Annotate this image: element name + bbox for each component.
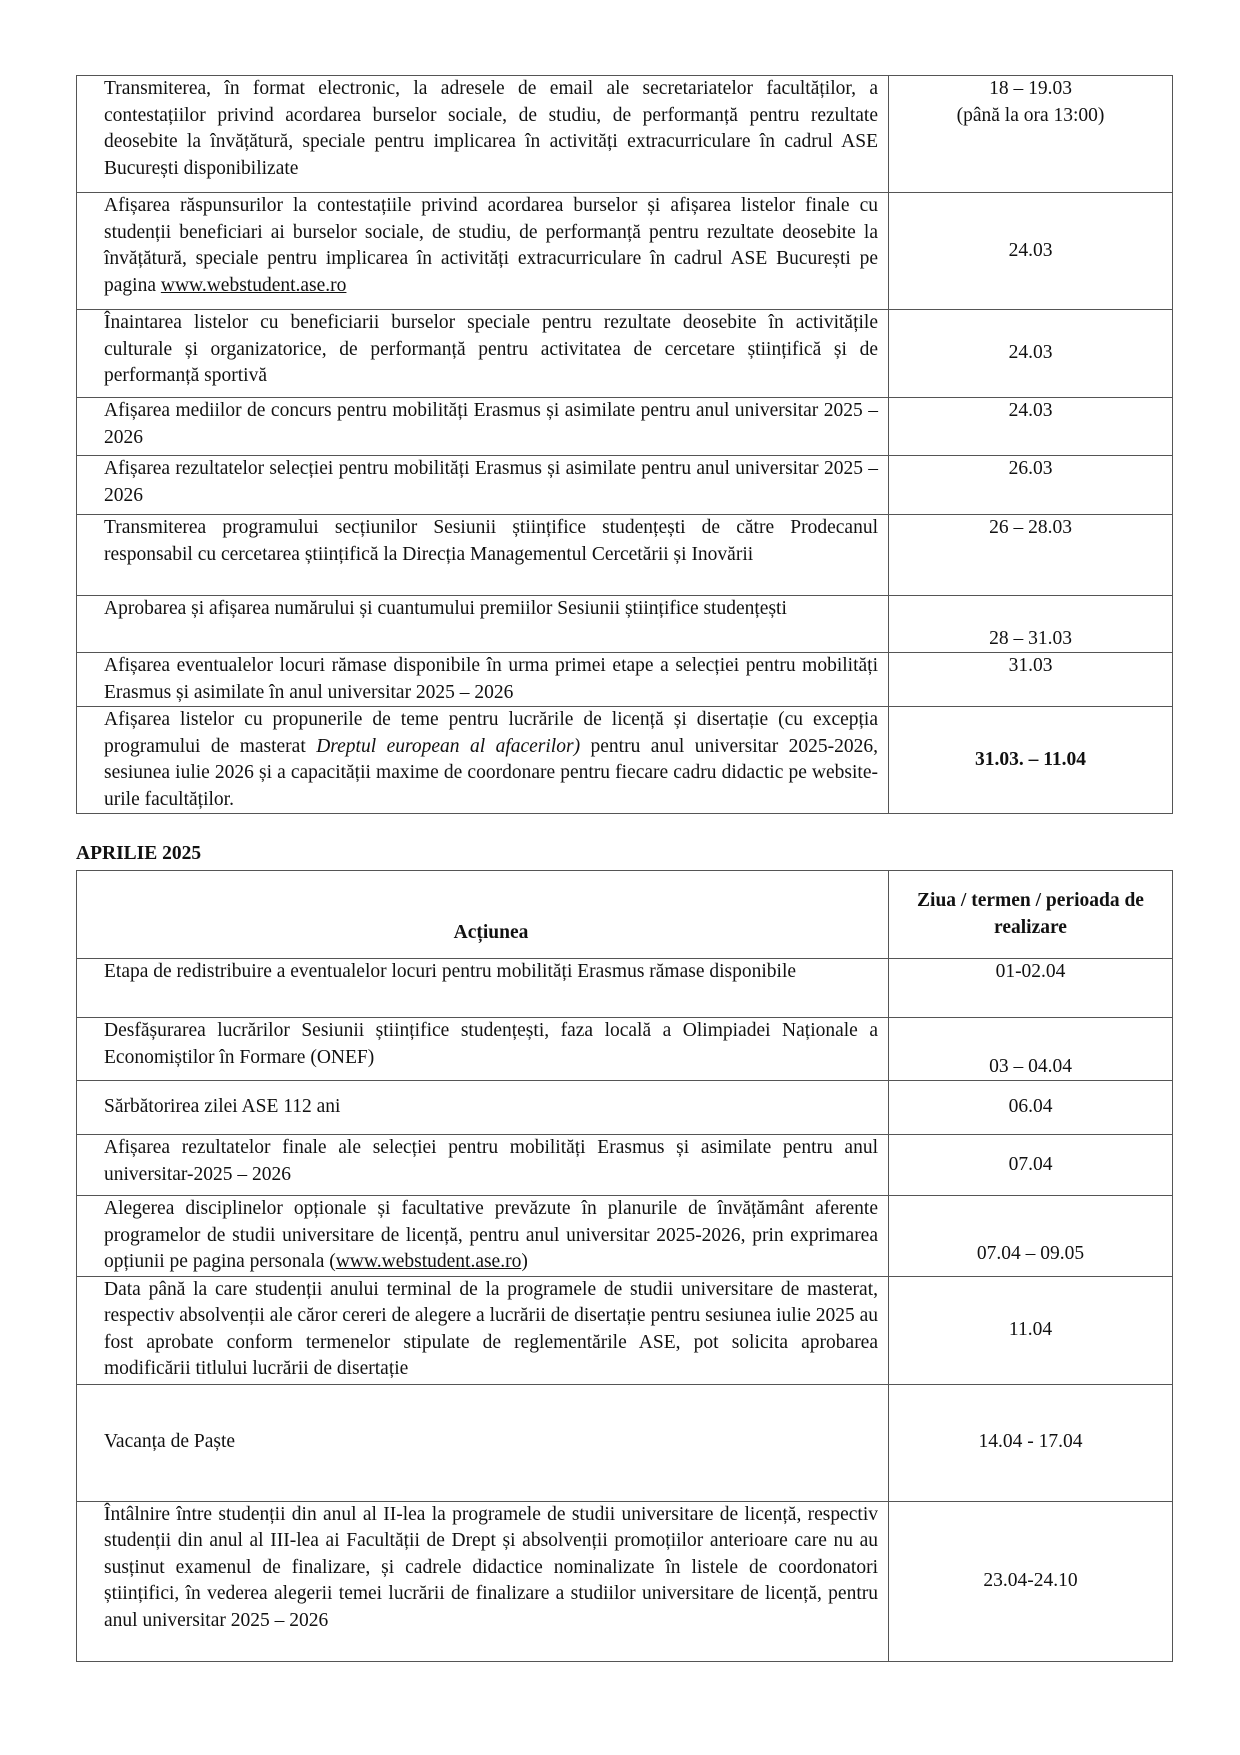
date-cell: 14.04 - 17.04 (889, 1384, 1173, 1501)
date-cell: 24.03 (889, 310, 1173, 398)
action-text: ) (521, 1251, 528, 1272)
table-row (77, 596, 1173, 653)
table-row (77, 1018, 1173, 1081)
april-schedule-table (76, 870, 1173, 1662)
action-text: Transmiterea, în format electronic, la adresele de email ale secretariatelor facultăților, a contestațiilor privind acordarea burselor sociale, de studiu, de performanță pentru rezultate deosebite la învățătură, speciale pentru implicarea în activități extracurriculare în cadrul ASE București disponibilizate (104, 78, 878, 179)
action-text: Afișarea răspunsurilor la contestațiile privind acordarea burselor și afișarea listelor finale cu studenții beneficiari ai burselor sociale, de studiu, de performanță pentru rezultate deosebite la învățătură, speciale pentru implicarea în activități extracurriculare în cadrul ASE București pe pagina (104, 195, 878, 296)
date-cell: 26 – 28.03 (889, 515, 1173, 596)
action-cell: Înaintarea listelor cu beneficiarii burselor speciale pentru rezultate deosebite în activitățile culturale și organizatorice, de performanță pentru activitatea de cercetare științifică și de performanță sportivă (77, 310, 889, 398)
action-cell (77, 193, 889, 310)
date-cell: 28 – 31.03 (889, 596, 1173, 653)
table-row (77, 1135, 1173, 1196)
date-cell (889, 76, 1173, 193)
action-text: pentru anul universitar 2025-2026, sesiunea iulie 2026 și a capacității maxime de coordonare pentru fiecare cadru didactic pe website-urile facultăților. (104, 735, 878, 810)
date-text: 18 – 19.03 (989, 78, 1072, 99)
action-cell: Vacanța de Paște (77, 1384, 889, 1501)
action-cell: Afișarea rezultatelor finale ale selecției pentru mobilități Erasmus și asimilate pentru anul universitar-2025 – 2026 (77, 1135, 889, 1196)
header-action: Acțiunea (77, 871, 889, 959)
action-cell (77, 1196, 889, 1277)
webstudent-link[interactable]: www.webstudent.ase.ro (335, 1251, 522, 1272)
table-header-row (77, 871, 1173, 959)
webstudent-link[interactable]: www.webstudent.ase.ro (160, 274, 347, 296)
date-cell: 31.03 (889, 653, 1173, 707)
date-cell: 03 – 04.04 (889, 1018, 1173, 1081)
action-cell: Etapa de redistribuire a eventualelor locuri pentru mobilități Erasmus rămase disponibile (77, 959, 889, 1018)
date-cell: 24.03 (889, 193, 1173, 310)
table-row (77, 1384, 1173, 1501)
section-heading: APRILIE 2025 (76, 843, 202, 864)
date-cell: 24.03 (889, 398, 1173, 456)
date-cell: 07.04 (889, 1135, 1173, 1196)
action-text: Alegerea disciplinelor opționale și facultative prevăzute în planurile de învățământ aferente programelor de studii universitare de licență, pentru anul universitar 2025-2026, prin exprimarea opțiunii pe pagina personala ( (104, 1198, 878, 1272)
action-cell (77, 707, 889, 814)
date-cell: 06.04 (889, 1081, 1173, 1135)
table-row (77, 1501, 1173, 1661)
table-row (77, 76, 1173, 193)
table-row (77, 959, 1173, 1018)
table-row (77, 1276, 1173, 1384)
date-cell: 23.04-24.10 (889, 1501, 1173, 1661)
table-row (77, 398, 1173, 456)
table-row (77, 1196, 1173, 1277)
action-cell: Afișarea eventualelor locuri rămase disponibile în urma primei etape a selecției pentru mobilități Erasmus și asimilate în anul universitar 2025 – 2026 (77, 653, 889, 707)
header-date: Ziua / termen / perioada de realizare (889, 871, 1173, 959)
table-row (77, 653, 1173, 707)
action-cell: Întâlnire între studenții din anul al II-lea la programele de studii universitare de licență, respectiv studenții din anul al III-lea ai Facultății de Drept și absolvenții promoțiilor anterioare care nu au susținut examenul de finalizare, și cadrele didactice nominalizate în listele de coordonatori științifici, în vederea alegerii temei lucrării de finalizare a studiilor universitare de licență, pentru anul universitar 2025 – 2026 (77, 1501, 889, 1661)
action-cell: Afișarea rezultatelor selecției pentru mobilități Erasmus și asimilate pentru anul universitar 2025 – 2026 (77, 456, 889, 515)
date-cell: 01-02.04 (889, 959, 1173, 1018)
action-cell: Transmiterea programului secțiunilor Sesiunii științifice studențești de către Prodecanul responsabil cu cercetarea științifică la Direcția Managementul Cercetării și Inovării (77, 515, 889, 596)
action-text: Afișarea listelor cu propunerile de teme pentru lucrările de licență și disertație (cu excepția programului de masterat (104, 709, 878, 757)
action-cell: Sărbătorirea zilei ASE 112 ani (77, 1081, 889, 1135)
date-cell: 11.04 (889, 1276, 1173, 1384)
action-cell: Desfășurarea lucrărilor Sesiunii științifice studențești, faza locală a Olimpiadei Naționale a Economiștilor în Formare (ONEF) (77, 1018, 889, 1081)
march-schedule-table (76, 75, 1173, 814)
action-cell (77, 76, 889, 193)
action-cell: Aprobarea și afișarea numărului și cuantumului premiilor Sesiunii științifice studențești (77, 596, 889, 653)
table-row (77, 1081, 1173, 1135)
date-note: (până la ora 13:00) (956, 104, 1105, 126)
table-row (77, 310, 1173, 398)
table-row (77, 515, 1173, 596)
date-cell: 31.03. – 11.04 (889, 707, 1173, 814)
date-cell: 26.03 (889, 456, 1173, 515)
table-row (77, 193, 1173, 310)
action-cell: Afișarea mediilor de concurs pentru mobilități Erasmus și asimilate pentru anul universitar 2025 – 2026 (77, 398, 889, 456)
table-row (77, 456, 1173, 515)
action-cell: Data până la care studenții anului terminal de la programele de studii universitare de masterat, respectiv absolvenții ale căror cereri de alegere a lucrării de disertație pentru sesiunea iulie 2025 au fost aprobate conform termenelor stipulate de reglementările ASE, pot solicita aprobarea modificării titlului lucrării de disertație (77, 1276, 889, 1384)
program-name: Dreptul european al afacerilor) (316, 735, 581, 757)
date-cell: 07.04 – 09.05 (889, 1196, 1173, 1277)
table-row (77, 707, 1173, 814)
